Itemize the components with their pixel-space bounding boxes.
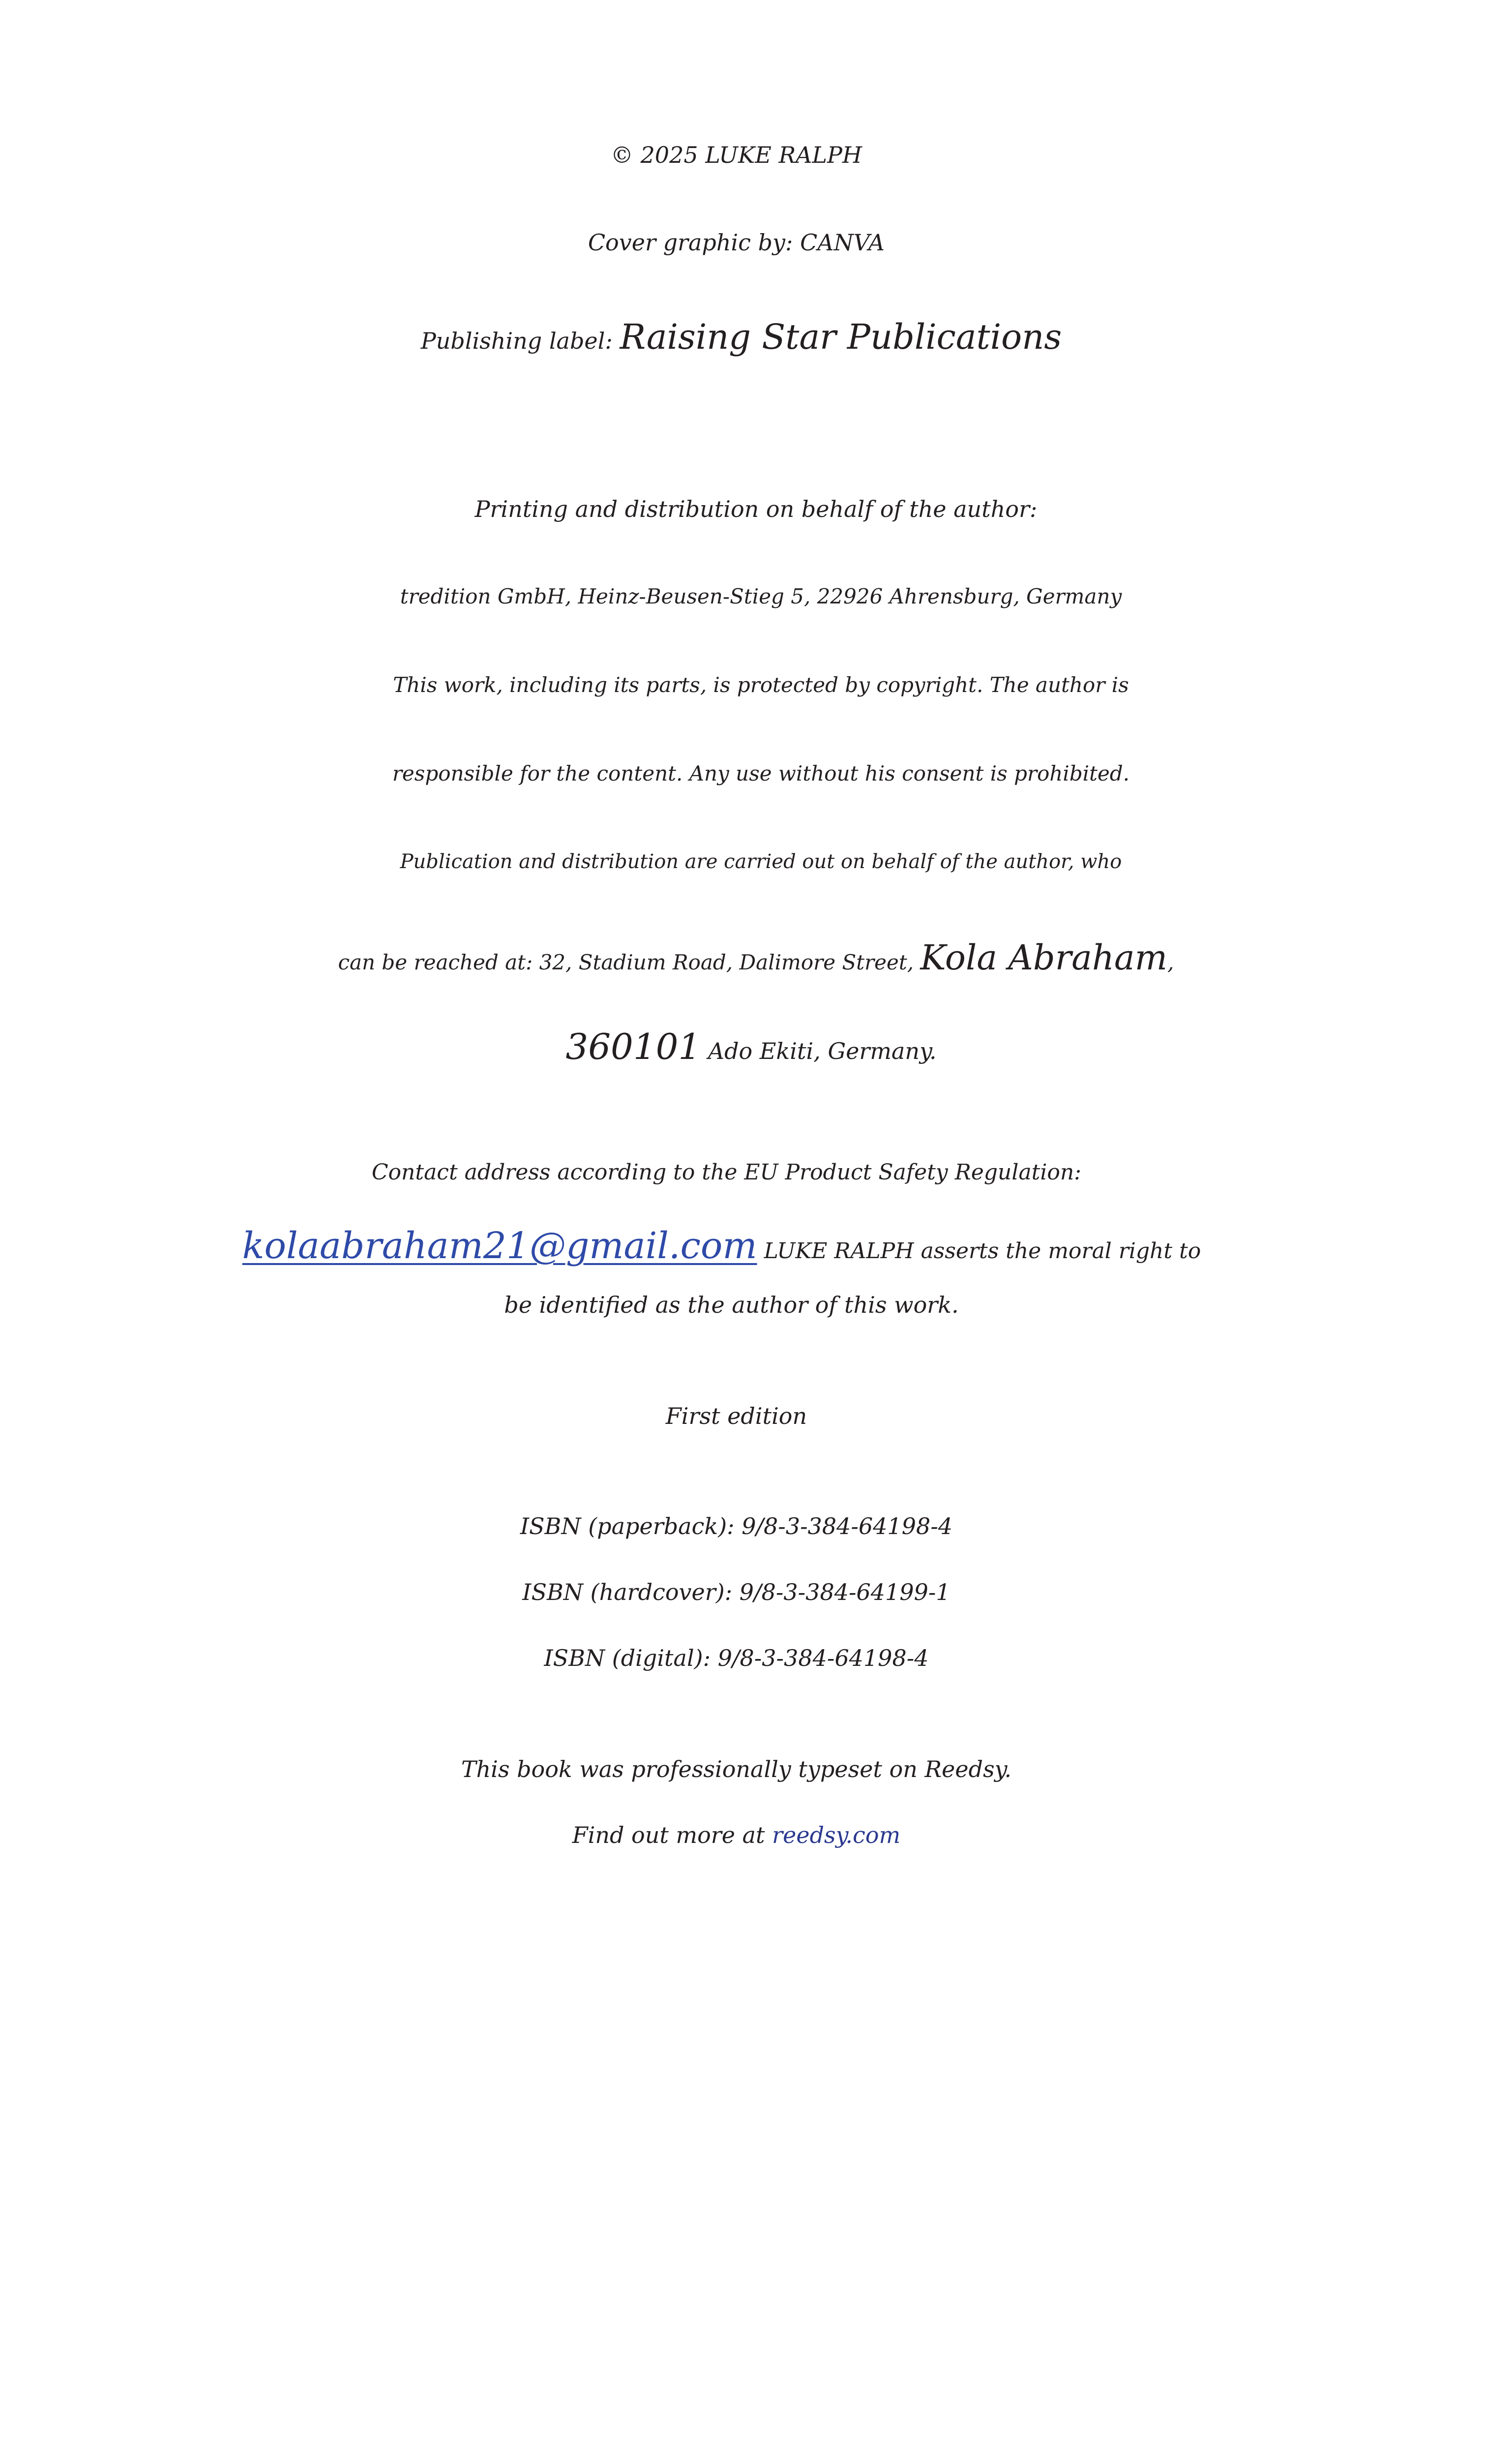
cover-graphic-text: Cover graphic by: CANVA [588, 229, 885, 256]
copyright-line [0, 144, 1492, 166]
printing-reach-name: Kola Abraham [920, 937, 1168, 978]
publishing-label-prefix: Publishing label: [420, 328, 620, 354]
printing-line-3-text: Publication and distribution are carried out on behalf of the author, who [400, 850, 1122, 873]
moral-right-line-2 [0, 1294, 1487, 1316]
typeset-text: This book was professionally typeset on Reedsy. [461, 1756, 1012, 1782]
contact-email-link[interactable]: kolaabraham21@gmail.com [242, 1225, 757, 1267]
contact-heading-text: Contact address according to the EU Product Safety Regulation: [371, 1160, 1082, 1185]
cover-graphic-line [0, 231, 1492, 254]
printing-heading [0, 498, 1512, 520]
edition-text: First edition [665, 1403, 807, 1429]
printing-line-2-text: responsible for the content. Any use without his consent is prohibited. [392, 761, 1130, 785]
printing-line-1-text: This work, including its parts, is protected by copyright. The author is [393, 673, 1129, 697]
find-out-more-prefix: Find out more at [572, 1822, 772, 1848]
printing-city: Ado Ekiti [701, 1038, 814, 1064]
printing-line-1 [5, 675, 1512, 695]
copyright-text: © 2025 LUKE RALPH [610, 142, 862, 168]
isbn-hardcover-text: ISBN (hardcover): 9/8-3-384-64199-1 [522, 1579, 950, 1605]
contact-email-line [0, 1225, 1478, 1267]
printing-address-text: tredition GmbH, Heinz-Beusen-Stieg 5, 22926 Ahrensburg, Germany [400, 584, 1122, 608]
printing-reach-line [0, 937, 1512, 978]
isbn-paperback-line [0, 1515, 1492, 1538]
reedsy-link[interactable]: reedsy.com [772, 1822, 901, 1848]
moral-right-text-1: LUKE RALPH asserts the moral right to [757, 1238, 1201, 1264]
isbn-hardcover-line [0, 1581, 1492, 1603]
isbn-digital-text: ISBN (digital): 9/8-3-384-64198-4 [544, 1645, 929, 1671]
edition-line [0, 1405, 1492, 1427]
publishing-label-name: Raising Star Publications [620, 317, 1062, 357]
printing-reach-comma: , [1167, 950, 1174, 974]
printing-line-3 [5, 852, 1512, 872]
printing-country: , Germany. [813, 1038, 937, 1064]
printing-heading-text: Printing and distribution on behalf of the author: [474, 496, 1038, 522]
publishing-label-line [0, 317, 1497, 357]
printing-city-line [0, 1026, 1507, 1067]
printing-address [5, 586, 1512, 607]
contact-heading [0, 1162, 1482, 1183]
isbn-digital-line [0, 1647, 1492, 1669]
moral-right-text-2: be identified as the author of this work. [504, 1292, 959, 1318]
printing-postcode: 360101 [565, 1026, 701, 1067]
isbn-paperback-text: ISBN (paperback): 9/8-3-384-64198-4 [520, 1513, 953, 1539]
printing-reach-prefix: can be reached at: 32, Stadium Road, Dalimore Street, [338, 950, 920, 974]
find-out-more-line [0, 1824, 1492, 1846]
typeset-line [0, 1758, 1492, 1780]
printing-line-2 [5, 763, 1512, 784]
